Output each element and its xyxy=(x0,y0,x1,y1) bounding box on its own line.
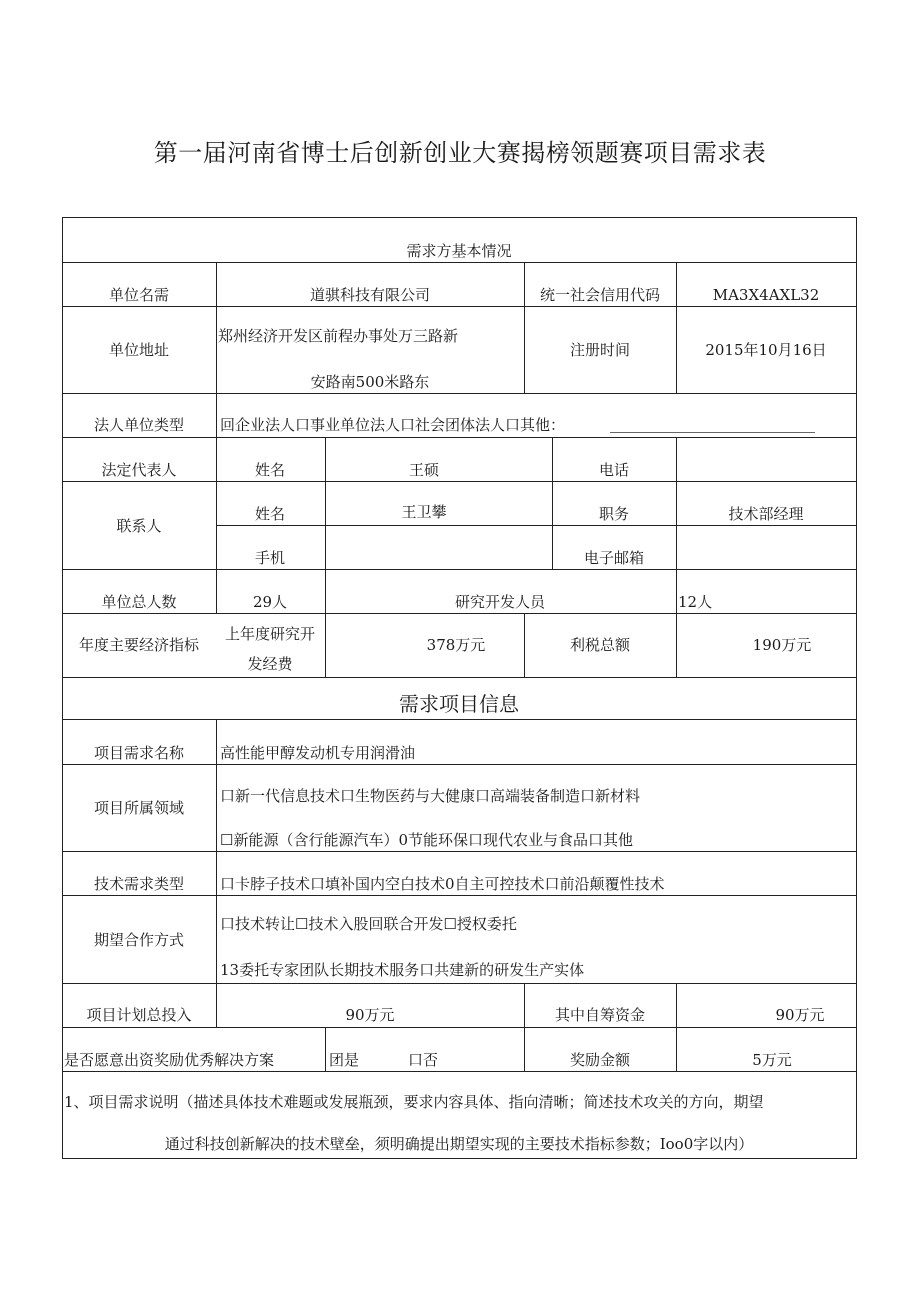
col-rule xyxy=(216,262,217,613)
legal-rep-name-label: 姓名 xyxy=(254,461,286,479)
row-rule xyxy=(62,851,857,852)
legal-type-label: 法人单位类型 xyxy=(93,416,185,434)
reg-time-value: 2015年10月16日 xyxy=(705,341,827,359)
row-rule xyxy=(62,1027,857,1028)
tax-value: 190万元 xyxy=(752,636,812,654)
contact-label: 联系人 xyxy=(116,517,162,535)
address-line-1: 郑州经济开发区前程办事处万三路新 xyxy=(218,327,459,345)
rd-fee-label-line-1: 上年度研究开 xyxy=(224,625,316,643)
reward-amount-label: 奖励金额 xyxy=(569,1051,631,1069)
phone-label: 电话 xyxy=(598,461,630,479)
legal-type-options: 回企业法人口事业单位法人口社会团体法人口其他： xyxy=(220,416,566,434)
col-rule xyxy=(676,262,677,393)
position-label: 职务 xyxy=(598,505,630,523)
row-rule xyxy=(62,719,857,720)
row-rule xyxy=(62,983,857,984)
self-fund-value: 90万元 xyxy=(775,1006,825,1024)
project-name-value: 高性能甲醇发动机专用润滑油 xyxy=(220,744,416,762)
coop-label: 期望合作方式 xyxy=(93,931,185,949)
col-rule xyxy=(325,1027,326,1071)
legal-rep-label: 法定代表人 xyxy=(101,461,177,479)
row-rule xyxy=(62,613,857,614)
tech-type-options: 口卡脖子技术口填补国内空白技术0自主可控技术口前沿颠覆性技术 xyxy=(220,875,665,893)
reward-amount-value: 5万元 xyxy=(752,1051,792,1069)
unit-name-label: 单位名需 xyxy=(108,286,170,304)
row-rule xyxy=(62,481,857,482)
table-border-top xyxy=(62,217,857,218)
row-rule xyxy=(216,525,857,526)
row-rule xyxy=(62,437,857,438)
row-rule xyxy=(62,306,857,307)
col-rule xyxy=(552,437,553,569)
tech-type-label: 技术需求类型 xyxy=(93,875,185,893)
demand-form-table xyxy=(62,217,857,1159)
col-rule xyxy=(325,613,326,677)
email-label: 电子邮箱 xyxy=(583,549,645,567)
row-rule xyxy=(62,393,857,394)
econ-label: 年度主要经济指标 xyxy=(78,636,200,654)
reward-no-option: 口否 xyxy=(408,1051,439,1069)
invest-value: 90万元 xyxy=(345,1006,395,1024)
rd-staff-label: 研究开发人员 xyxy=(454,593,546,611)
col-rule xyxy=(325,569,326,613)
requirement-description-line-2: 通过科技创新解决的技术壁垒，须明确提出期望实现的主要技术指标参数；Ioo0字以内） xyxy=(164,1135,754,1153)
row-rule xyxy=(62,895,857,896)
col-rule xyxy=(676,613,677,677)
position-value: 技术部经理 xyxy=(728,505,804,523)
reward-yes-option: 团是 xyxy=(329,1051,360,1069)
requirement-description-line-1: 1、项目需求说明（描述具体技术难题或发展瓶颈，要求内容具体、指向清晰；简述技术攻关的方向，期望 xyxy=(64,1093,764,1111)
col-rule xyxy=(216,719,217,1027)
other-fill-line xyxy=(610,432,815,433)
field-label: 项目所属领域 xyxy=(93,799,185,817)
contact-name: 王卫攀 xyxy=(401,503,447,521)
contact-name-label: 姓名 xyxy=(254,505,286,523)
project-info-heading: 需求项目信息 xyxy=(399,692,519,716)
col-rule xyxy=(524,262,525,393)
rd-fee-value: 378万元 xyxy=(426,636,486,654)
credit-code-label: 统一社会信用代码 xyxy=(539,286,661,304)
row-rule xyxy=(62,1071,857,1072)
coop-options-line-1: 口技术转让☐技术入股回联合开发☐授权委托 xyxy=(220,915,517,933)
reg-time-label: 注册时间 xyxy=(569,341,631,359)
col-rule xyxy=(676,569,677,613)
basic-info-heading: 需求方基本情况 xyxy=(406,242,512,260)
rd-staff-count: 12人 xyxy=(678,593,713,611)
address-line-2: 安路南500米路东 xyxy=(310,373,430,391)
row-rule xyxy=(62,262,857,263)
reward-question-label: 是否愿意出资奖励优秀解决方案 xyxy=(64,1051,275,1069)
col-rule xyxy=(676,1027,677,1071)
mobile-label: 手机 xyxy=(254,549,286,567)
project-name-label: 项目需求名称 xyxy=(93,744,185,762)
col-rule xyxy=(524,983,525,1027)
unit-name-value: 道骐科技有限公司 xyxy=(309,286,431,304)
legal-rep-name: 王硕 xyxy=(408,461,440,479)
col-rule xyxy=(325,437,326,569)
rd-fee-label-line-2: 发经费 xyxy=(247,655,293,673)
coop-options-line-2: 13委托专家团队长期技术服务口共建新的研发生产实体 xyxy=(220,961,585,979)
table-border-bottom xyxy=(62,1158,857,1159)
table-border-left xyxy=(62,217,63,1159)
row-rule xyxy=(62,677,857,678)
invest-label: 项目计划总投入 xyxy=(86,1006,192,1024)
col-rule xyxy=(676,983,677,1027)
page-title: 第一届河南省博士后创新创业大赛揭榜领题赛项目需求表 xyxy=(153,139,767,167)
col-rule xyxy=(676,437,677,569)
col-rule xyxy=(524,613,525,677)
credit-code-value: MA3X4AXL32 xyxy=(712,286,820,304)
address-label: 单位地址 xyxy=(108,341,170,359)
staff-count: 29人 xyxy=(252,593,288,611)
self-fund-label: 其中自筹资金 xyxy=(554,1006,646,1024)
row-rule xyxy=(62,764,857,765)
staff-label: 单位总人数 xyxy=(101,593,177,611)
table-border-right xyxy=(856,217,857,1159)
col-rule xyxy=(524,1027,525,1071)
field-options-line-1: 口新一代信息技术口生物医药与大健康口高端装备制造口新材料 xyxy=(220,787,641,805)
row-rule xyxy=(62,569,857,570)
field-options-line-2: ☐新能源（含行能源汽车）0节能环保口现代农业与食品口其他 xyxy=(220,831,633,849)
tax-label: 利税总额 xyxy=(569,636,631,654)
